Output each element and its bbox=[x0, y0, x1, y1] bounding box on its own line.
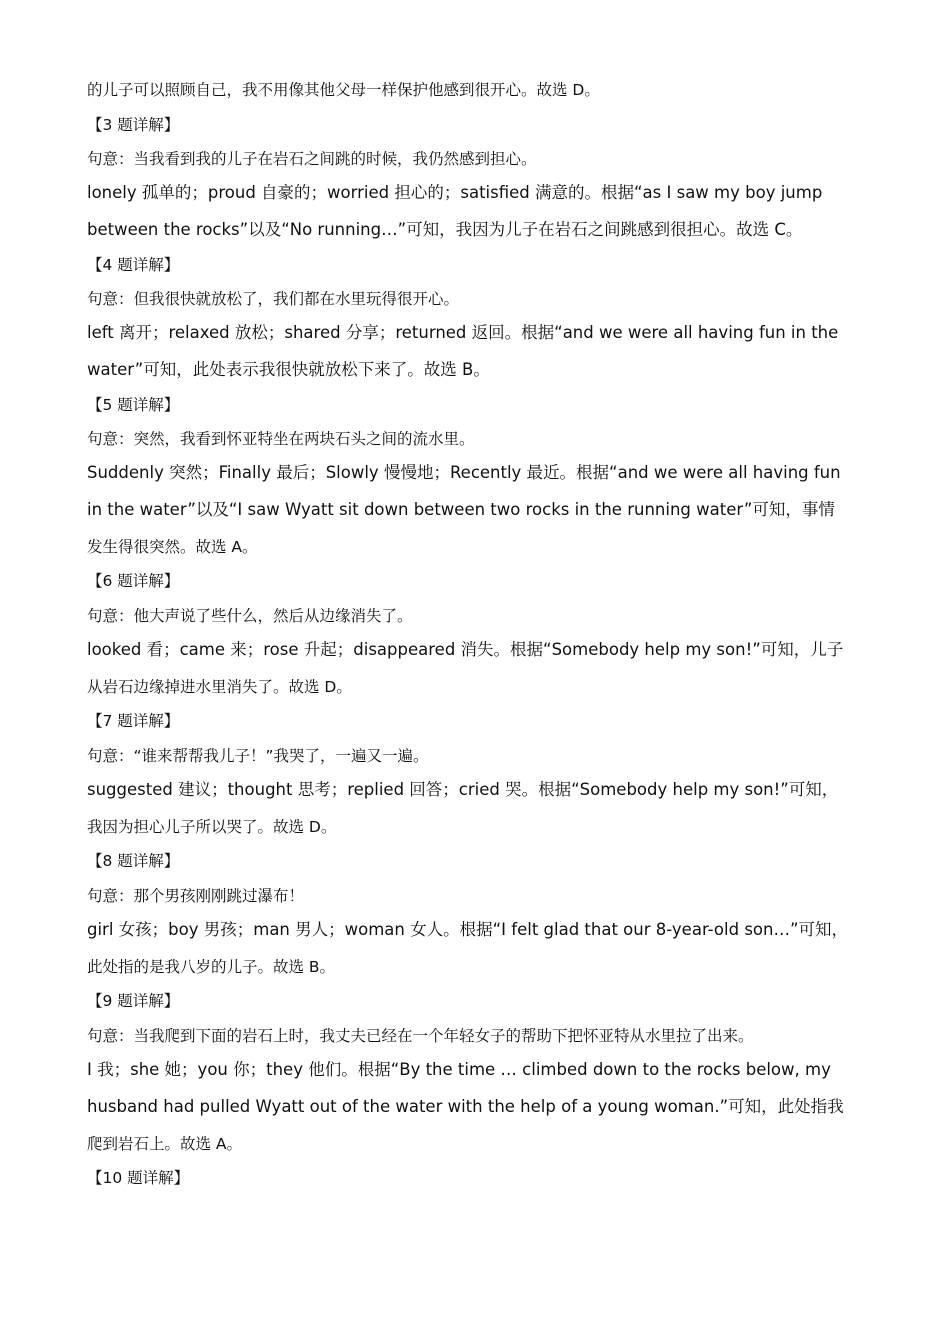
sentence-meaning-q9: 句意：当我爬到下面的岩石上时，我丈夫已经在一个年轻女子的帮助下把怀亚特从水里拉了出来。 bbox=[87, 1027, 754, 1045]
sentence-meaning-q3: 句意：当我看到我的儿子在岩石之间跳的时候，我仍然感到担心。 bbox=[87, 150, 537, 168]
section-heading-q7: 【7 题详解】 bbox=[87, 712, 180, 730]
explanation-line: lonely 孤单的；proud 自豪的；worried 担心的；satisfied 满意的。根据“as I saw my boy jump bbox=[87, 183, 823, 202]
sentence-meaning-q7: 句意：“谁来帮帮我儿子！”我哭了，一遍又一遍。 bbox=[87, 747, 429, 765]
section-heading-q6: 【6 题详解】 bbox=[87, 572, 180, 590]
sentence-meaning-q5: 句意：突然，我看到怀亚特坐在两块石头之间的流水里。 bbox=[87, 430, 475, 448]
sentence-meaning-q8: 句意：那个男孩刚刚跳过瀑布！ bbox=[87, 887, 305, 905]
explanation-line: between the rocks”以及“No running…”可知，我因为儿子在岩石之间跳感到很担心。故选 C。 bbox=[87, 220, 803, 239]
explanation-line: 从岩石边缘掉进水里消失了。故选 D。 bbox=[87, 678, 352, 696]
section-heading-q4: 【4 题详解】 bbox=[87, 256, 180, 274]
sentence-meaning-q6: 句意：他大声说了些什么，然后从边缘消失了。 bbox=[87, 607, 413, 625]
explanation-line: I 我；she 她；you 你；they 他们。根据“By the time … climbed down to the rocks below, my bbox=[87, 1060, 831, 1079]
explanation-line: 发生得很突然。故选 A。 bbox=[87, 538, 258, 556]
explanation-line: left 离开；relaxed 放松；shared 分享；returned 返回。根据“and we were all having fun in the bbox=[87, 323, 839, 342]
section-heading-q10: 【10 题详解】 bbox=[87, 1169, 190, 1187]
section-heading-q8: 【8 题详解】 bbox=[87, 852, 180, 870]
explanation-line: husband had pulled Wyatt out of the water with the help of a young woman.”可知，此处指我 bbox=[87, 1097, 844, 1116]
section-heading-q5: 【5 题详解】 bbox=[87, 396, 180, 414]
explanation-line: 此处指的是我八岁的儿子。故选 B。 bbox=[87, 958, 336, 976]
explanation-line: water”可知，此处表示我很快就放松下来了。故选 B。 bbox=[87, 360, 490, 379]
explanation-line: 爬到岩石上。故选 A。 bbox=[87, 1135, 243, 1153]
explanation-line: suggested 建议；thought 思考；replied 回答；cried 哭。根据“Somebody help my son!”可知， bbox=[87, 780, 839, 799]
section-heading-q9: 【9 题详解】 bbox=[87, 992, 180, 1010]
body-text-line: 的儿子可以照顾自己，我不用像其他父母一样保护他感到很开心。故选 D。 bbox=[87, 81, 600, 99]
sentence-meaning-q4: 句意：但我很快就放松了，我们都在水里玩得很开心。 bbox=[87, 290, 460, 308]
explanation-line: looked 看；came 来；rose 升起；disappeared 消失。根据“Somebody help my son!”可知，儿子 bbox=[87, 640, 844, 659]
explanation-line: in the water”以及“I saw Wyatt sit down between two rocks in the running water”可知，事情 bbox=[87, 500, 835, 519]
section-heading-q3: 【3 题详解】 bbox=[87, 116, 180, 134]
explanation-line: girl 女孩；boy 男孩；man 男人；woman 女人。根据“I felt glad that our 8-year-old son…”可知， bbox=[87, 920, 849, 939]
explanation-line: Suddenly 突然；Finally 最后；Slowly 慢慢地；Recently 最近。根据“and we were all having fun bbox=[87, 463, 841, 482]
explanation-line: 我因为担心儿子所以哭了。故选 D。 bbox=[87, 818, 337, 836]
